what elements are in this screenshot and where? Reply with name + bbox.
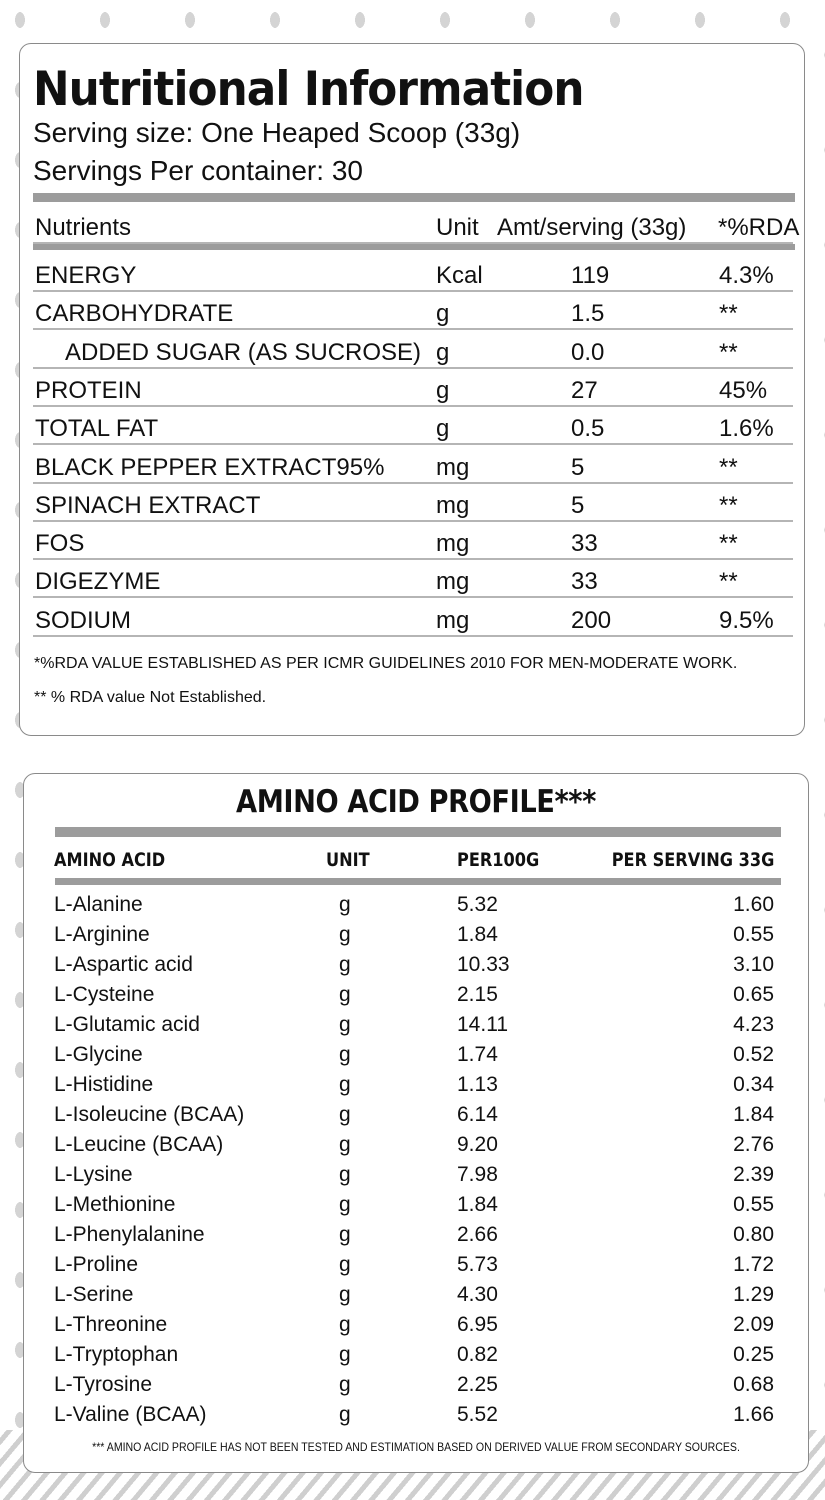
amino-name: L-Methionine xyxy=(54,1193,176,1216)
amino-per100g: 5.73 xyxy=(457,1253,498,1276)
amino-header-rule xyxy=(55,878,781,885)
amino-per-serving: 1.72 xyxy=(733,1253,774,1276)
amino-per-serving: 0.25 xyxy=(733,1343,774,1366)
header-per-serving: PER SERVING 33G xyxy=(611,849,774,871)
amino-row xyxy=(54,1039,774,1069)
amino-row xyxy=(54,1099,774,1129)
amino-unit: g xyxy=(339,1403,351,1426)
amino-row xyxy=(54,1279,774,1309)
amino-row xyxy=(54,1189,774,1219)
amino-unit: g xyxy=(339,1013,351,1036)
header-rule xyxy=(33,244,795,250)
nutrition-title: Nutritional Information xyxy=(33,62,584,117)
nutrient-amount: 0.0 xyxy=(571,338,605,366)
nutrient-amount: 27 xyxy=(571,376,598,404)
amino-per100g: 1.84 xyxy=(457,1193,498,1216)
amino-name: L-Tyrosine xyxy=(54,1373,153,1396)
amino-unit: g xyxy=(339,983,351,1006)
amino-per-serving: 1.60 xyxy=(733,893,774,916)
amino-unit: g xyxy=(339,1283,351,1306)
amino-per100g: 2.66 xyxy=(457,1223,498,1246)
amino-per-serving: 0.65 xyxy=(733,983,774,1006)
rda-not-established-note: ** % RDA value Not Established. xyxy=(34,689,267,706)
nutrient-rda: ** xyxy=(719,300,738,328)
nutrient-amount: 0.5 xyxy=(571,415,605,443)
amino-per100g: 9.20 xyxy=(457,1133,498,1156)
amino-row xyxy=(54,1309,774,1339)
nutrient-rda: 45% xyxy=(719,376,768,404)
amino-row xyxy=(54,1219,774,1249)
amino-unit: g xyxy=(339,1133,351,1156)
nutrient-rda: ** xyxy=(719,338,738,366)
nutrient-unit: g xyxy=(436,300,450,328)
amino-per-serving: 2.76 xyxy=(733,1133,774,1156)
amino-per-serving: 3.10 xyxy=(733,953,774,976)
amino-row xyxy=(54,949,774,979)
header-amount: Amt/serving (33g) xyxy=(497,214,687,241)
amino-per100g: 1.13 xyxy=(457,1073,498,1096)
nutrient-rda: 9.5% xyxy=(719,606,774,634)
nutrient-unit: mg xyxy=(436,568,470,596)
nutrient-unit: mg xyxy=(436,530,470,558)
amino-name: L-Serine xyxy=(54,1283,134,1306)
header-amino-unit: UNIT xyxy=(326,849,370,871)
servings-per-container: Servings Per container: 30 xyxy=(33,155,363,186)
amino-unit: g xyxy=(339,1073,351,1096)
nutrient-name: CARBOHYDRATE xyxy=(35,300,234,328)
amino-row xyxy=(54,1009,774,1039)
amino-per100g: 7.98 xyxy=(457,1163,498,1186)
amino-unit: g xyxy=(339,1103,351,1126)
amino-row xyxy=(54,889,774,919)
serving-size: Serving size: One Heaped Scoop (33g) xyxy=(33,117,521,148)
amino-unit: g xyxy=(339,1253,351,1276)
amino-per100g: 2.25 xyxy=(457,1373,498,1396)
amino-per100g: 14.11 xyxy=(457,1013,508,1036)
amino-name: L-Lysine xyxy=(54,1163,133,1186)
amino-card xyxy=(23,773,809,1473)
amino-per100g: 1.74 xyxy=(457,1043,498,1066)
amino-unit: g xyxy=(339,1313,351,1336)
nutrient-rda: ** xyxy=(719,453,738,481)
amino-per-serving: 0.55 xyxy=(733,923,774,946)
amino-unit: g xyxy=(339,953,351,976)
amino-name: L-Glycine xyxy=(54,1043,143,1066)
amino-per-serving: 0.34 xyxy=(733,1073,774,1096)
nutrient-unit: mg xyxy=(436,491,470,519)
amino-name: L-Alanine xyxy=(54,893,143,916)
top-rule xyxy=(33,193,795,202)
rda-note: *%RDA VALUE ESTABLISHED AS PER ICMR GUIDELINES 2010 FOR MEN-MODERATE WORK. xyxy=(34,655,738,672)
amino-name: L-Proline xyxy=(54,1253,139,1276)
amino-unit: g xyxy=(339,893,351,916)
amino-per-serving: 0.52 xyxy=(733,1043,774,1066)
amino-row xyxy=(54,979,774,1009)
amino-header-row xyxy=(54,843,774,873)
amino-name: L-Valine (BCAA) xyxy=(54,1403,207,1426)
amino-per-serving: 2.39 xyxy=(733,1163,774,1186)
amino-per100g: 1.84 xyxy=(457,923,498,946)
nutrient-unit: mg xyxy=(436,453,470,481)
amino-name: L-Glutamic acid xyxy=(54,1013,200,1036)
amino-row xyxy=(54,1339,774,1369)
amino-per-serving: 1.84 xyxy=(733,1103,774,1126)
nutrition-row xyxy=(33,369,793,407)
amino-footnote: *** AMINO ACID PROFILE HAS NOT BEEN TESTED AND ESTIMATION BASED ON DERIVED VALUE FROM SECONDARY SOURCES. xyxy=(92,1440,740,1454)
nutrient-rda: 4.3% xyxy=(719,262,774,289)
amino-unit: g xyxy=(339,923,351,946)
amino-per100g: 5.52 xyxy=(457,1403,498,1426)
nutrition-row xyxy=(33,407,793,445)
amino-per100g: 6.14 xyxy=(457,1103,498,1126)
nutrient-rda: 1.6% xyxy=(719,415,774,443)
nutrient-name: SODIUM xyxy=(35,606,131,634)
amino-per-serving: 2.09 xyxy=(733,1313,774,1336)
amino-unit: g xyxy=(339,1223,351,1246)
nutrition-card xyxy=(19,43,805,736)
nutrient-rda: ** xyxy=(719,568,738,596)
amino-name: L-Tryptophan xyxy=(54,1343,179,1366)
amino-per100g: 4.30 xyxy=(457,1283,498,1306)
amino-per-serving: 4.23 xyxy=(733,1013,774,1036)
nutrient-unit: g xyxy=(436,376,450,404)
nutrient-amount: 5 xyxy=(571,453,585,481)
amino-per-serving: 1.29 xyxy=(733,1283,774,1306)
amino-name: L-Arginine xyxy=(54,923,150,946)
amino-row xyxy=(54,1069,774,1099)
nutrition-row xyxy=(33,331,793,369)
header-nutrients: Nutrients xyxy=(35,214,132,241)
nutrient-amount: 33 xyxy=(571,568,598,596)
amino-per-serving: 0.55 xyxy=(733,1193,774,1216)
header-rda: *%RDA xyxy=(718,214,800,241)
amino-row xyxy=(54,1159,774,1189)
nutrition-row xyxy=(33,446,793,484)
nutrition-header-row xyxy=(33,206,800,244)
nutrient-name: ADDED SUGAR (AS SUCROSE) xyxy=(65,338,422,366)
amino-per100g: 10.33 xyxy=(457,953,510,976)
nutrient-unit: g xyxy=(436,415,450,443)
amino-per100g: 6.95 xyxy=(457,1313,498,1336)
amino-name: L-Phenylalanine xyxy=(54,1223,205,1246)
amino-name: L-Isoleucine (BCAA) xyxy=(54,1103,245,1126)
amino-unit: g xyxy=(339,1043,351,1066)
nutrition-row xyxy=(33,560,793,598)
nutrient-amount: 1.5 xyxy=(571,300,605,328)
nutrient-unit: mg xyxy=(436,606,470,634)
nutrient-name: DIGEZYME xyxy=(35,568,161,596)
nutrient-amount: 33 xyxy=(571,530,598,558)
amino-row xyxy=(54,1369,774,1399)
nutrient-unit: g xyxy=(436,338,450,366)
nutrient-amount: 200 xyxy=(571,606,612,634)
amino-row xyxy=(54,1249,774,1279)
nutrient-rda: ** xyxy=(719,491,738,519)
nutrient-name: SPINACH EXTRACT xyxy=(35,491,261,519)
nutrient-amount: 119 xyxy=(571,262,610,289)
nutrient-name: ENERGY xyxy=(35,262,137,289)
amino-title: AMINO ACID PROFILE*** xyxy=(236,784,596,820)
nutrition-row xyxy=(33,599,793,637)
amino-per-serving: 0.68 xyxy=(733,1373,774,1396)
amino-per100g: 5.32 xyxy=(457,893,498,916)
amino-top-rule xyxy=(55,827,781,837)
amino-unit: g xyxy=(339,1193,351,1216)
amino-unit: g xyxy=(339,1373,351,1396)
amino-row xyxy=(54,919,774,949)
amino-name: L-Aspartic acid xyxy=(54,953,193,976)
amino-unit: g xyxy=(339,1343,351,1366)
header-per100g: PER100G xyxy=(457,849,540,871)
amino-name: L-Leucine (BCAA) xyxy=(54,1133,224,1156)
nutrition-row xyxy=(33,292,793,330)
amino-name: L-Cysteine xyxy=(54,983,155,1006)
nutrition-row xyxy=(33,254,793,292)
nutrient-rda: ** xyxy=(719,530,738,558)
amino-unit: g xyxy=(339,1163,351,1186)
amino-per100g: 2.15 xyxy=(457,983,498,1006)
nutrient-unit: Kcal xyxy=(436,262,483,289)
amino-row xyxy=(54,1129,774,1159)
amino-per-serving: 0.80 xyxy=(733,1223,774,1246)
amino-name: L-Histidine xyxy=(54,1073,154,1096)
nutrition-row xyxy=(33,484,793,522)
amino-name: L-Threonine xyxy=(54,1313,168,1336)
amino-per-serving: 1.66 xyxy=(733,1403,774,1426)
header-unit: Unit xyxy=(436,214,479,241)
nutrition-row xyxy=(33,522,793,560)
nutrient-name: TOTAL FAT xyxy=(35,415,159,443)
nutrient-amount: 5 xyxy=(571,491,585,519)
nutrient-name: FOS xyxy=(35,530,85,558)
header-amino-acid: AMINO ACID xyxy=(54,849,166,871)
nutrient-name: PROTEIN xyxy=(35,376,142,404)
amino-row xyxy=(54,1399,774,1429)
amino-per100g: 0.82 xyxy=(457,1343,498,1366)
nutrient-name: BLACK PEPPER EXTRACT95% xyxy=(35,453,385,481)
